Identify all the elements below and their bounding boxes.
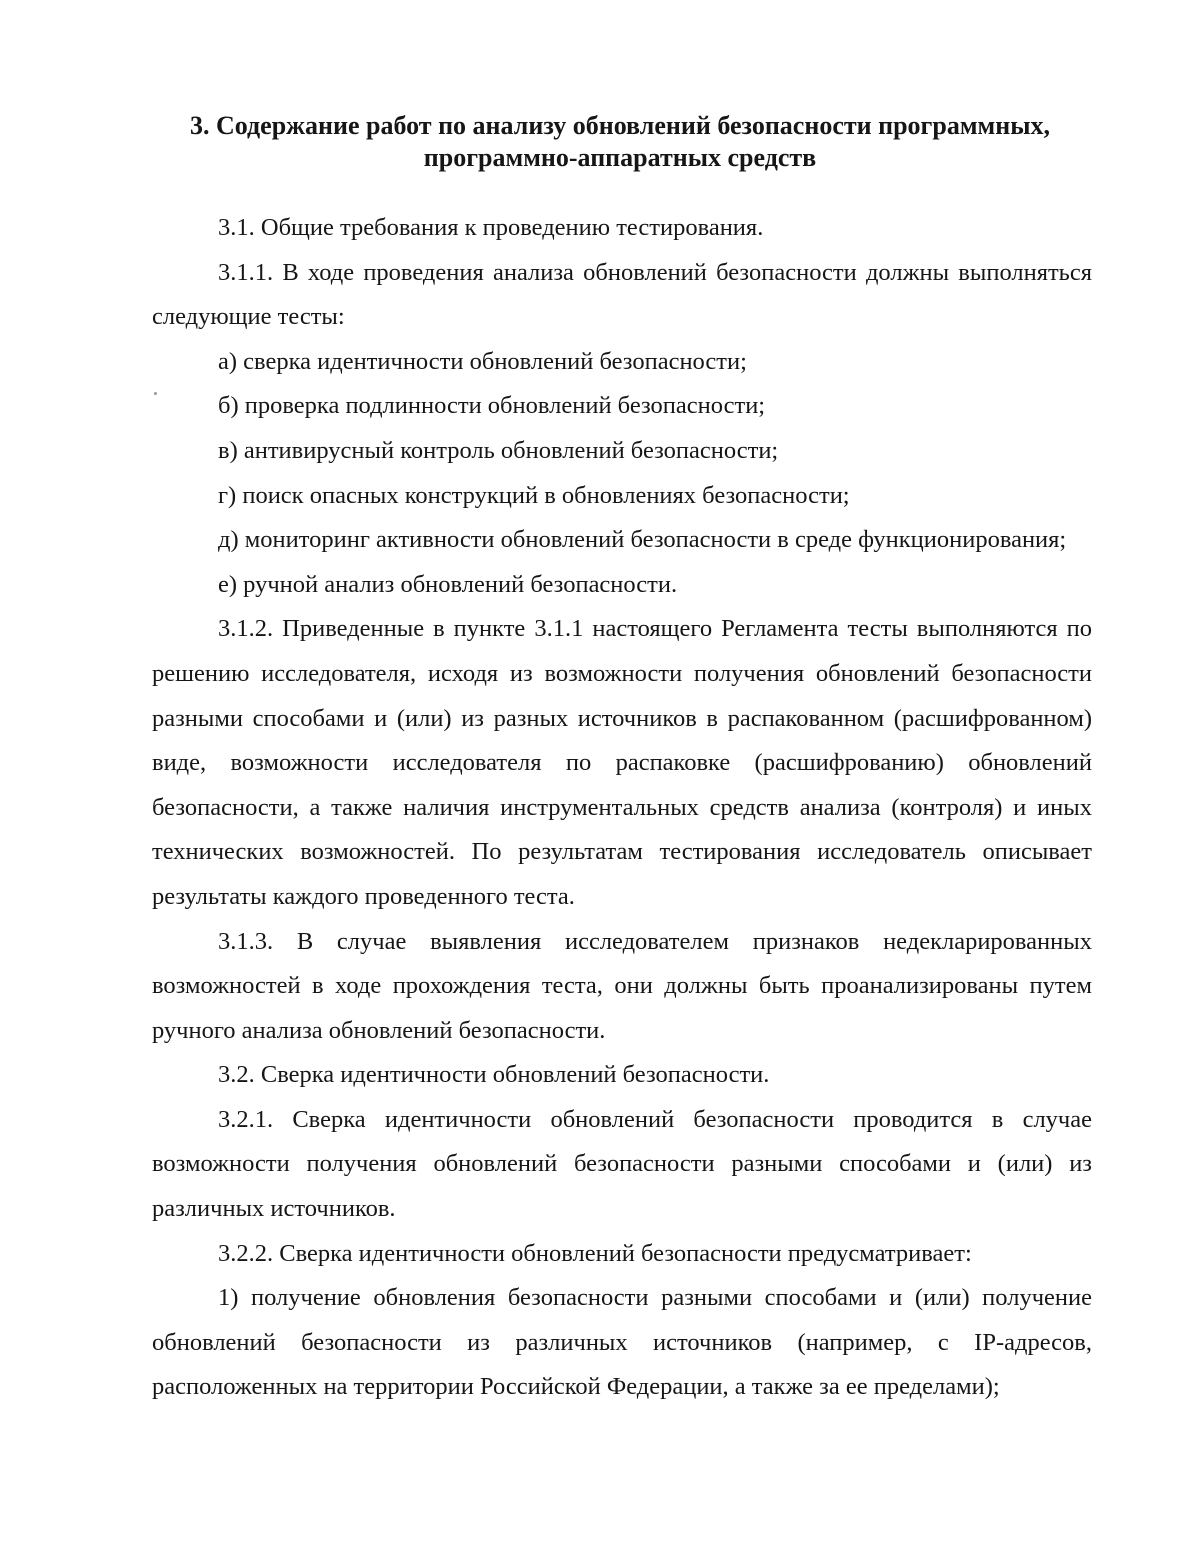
section-heading-line-2: программно-аппаратных средств <box>423 143 817 172</box>
section-heading <box>150 110 1090 174</box>
paragraph-3-1: 3.1. Общие требования к проведению тестирования. <box>218 214 764 241</box>
section-heading-line-1: 3. Содержание работ по анализу обновлений безопасности программных, <box>189 111 1051 140</box>
paragraph-3-2-2: 3.2.2. Сверка идентичности обновлений безопасности предусматривает: <box>218 1239 972 1267</box>
paragraph-3-2: 3.2. Сверка идентичности обновлений безопасности. <box>218 1061 770 1089</box>
paragraph-3-1-3: 3.1.3. В случае выявления исследователем признаков недекларированных возможностей в ходе прохождения теста, они должны быть проанализированы путем ручного анализа обновлений безопасности. <box>152 927 1092 1044</box>
paragraph-3-1-2: 3.1.2. Приведенные в пункте 3.1.1 настоящего Регламента тесты выполняются по решению исследователя, исходя из возможности получения обновлений безопасности разными способами и (или) из разных источников в распакованном (расшифрованном) виде, возможности исследователя по распаковке (расшифрованию) обновлений безопасности, а также наличия инструментальных средств анализа (контроля) и иных технических возможностей. По результатам тестирования исследователь описывает результаты каждого проведенного теста. <box>152 615 1092 910</box>
list-item-e: е) ручной анализ обновлений безопасности. <box>218 570 678 598</box>
list-item-b: б) проверка подлинности обновлений безопасности; <box>218 392 766 420</box>
paragraph-3-1-1: 3.1.1. В ходе проведения анализа обновлений безопасности должны выполняться следующие тесты: <box>152 258 1092 331</box>
list-item-a: а) сверка идентичности обновлений безопасности; <box>218 347 747 375</box>
list-item-d: д) мониторинг активности обновлений безопасности в среде функционирования; <box>218 526 1067 554</box>
list-item-v: в) антивирусный контроль обновлений безопасности; <box>218 436 779 464</box>
scan-speck <box>154 392 157 395</box>
list-item-1: 1) получение обновления безопасности разными способами и (или) получение обновлений безопасности из различных источников (например, с IP-адресов, расположенных на территории Российской Федерации, а также за ее пределами); <box>152 1284 1092 1401</box>
paragraph-3-2-1: 3.2.1. Сверка идентичности обновлений безопасности проводится в случае возможности получения обновлений безопасности разными способами и (или) из различных источников. <box>152 1105 1092 1223</box>
list-item-g: г) поиск опасных конструкций в обновлениях безопасности; <box>218 481 850 509</box>
document-body <box>152 206 1092 1410</box>
